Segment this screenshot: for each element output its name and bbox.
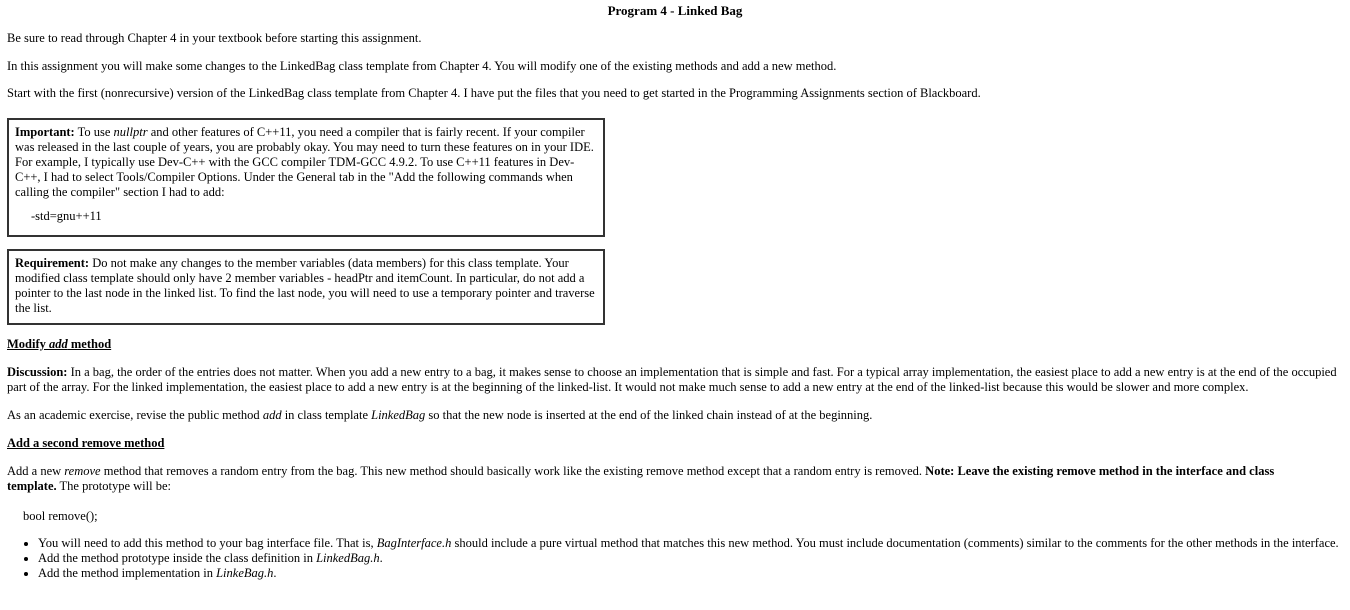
requirement-label: Requirement: xyxy=(15,256,90,270)
intro-paragraph-2: In this assignment you will make some changes to the LinkedBag class template from Chapter 4. You will modify one of the existing methods and add a new method. xyxy=(7,59,837,73)
page-title: Program 4 - Linked Bag xyxy=(607,3,743,18)
remove-paragraph: Add a new remove method that removes a random entry from the bag. This new method should basically work like the existing remove method except that a random entry is removed. Note: Leave the existing remove method in the interface and class template. The prototype will be: xyxy=(7,464,1275,493)
important-box xyxy=(7,118,605,237)
nullptr-term: nullptr xyxy=(113,125,148,139)
instruction-list xyxy=(8,536,1350,581)
list-item: • Add the method implementation in LinkeBag.h. xyxy=(38,566,1350,581)
intro-paragraph-1: Be sure to read through Chapter 4 in your textbook before starting this assignment. xyxy=(7,31,422,45)
discussion-paragraph: Discussion: In a bag, the order of the entries does not matter. When you add a new entry to a bag, it makes sense to choose an implementation that is simple and fast. For a typical array implementation, the easiest place to add a new entry is at the end of the occupied part of the array. For the linked implementation, the easiest place to add a new entry is at the beginning of the linked-list. It would not make much sense to add a new entry at the end of the linked-list because this would be slower and more complex. xyxy=(7,365,1337,394)
list-item: • You will need to add this method to your bag interface file. That is, BagInterface.h should include a pure virtual method that matches this new method. You must include documentation (comments) similar to the comments for the other methods in the interface. xyxy=(38,536,1350,551)
intro-paragraph-3: Start with the first (nonrecursive) version of the LinkedBag class template from Chapter 4. I have put the files that you need to get started in the Programming Assignments section of Blackboard. xyxy=(7,86,981,100)
list-item: • Add the method prototype inside the class definition in LinkedBag.h. xyxy=(38,551,1350,566)
discussion-label: Discussion: xyxy=(7,365,68,379)
exercise-paragraph: As an academic exercise, revise the public method add in class template LinkedBag so that the new node is inserted at the end of the linked chain instead of at the beginning. xyxy=(7,408,873,422)
compiler-flag: -std=gnu++11 xyxy=(31,209,102,223)
modify-add-heading: Modify add method xyxy=(7,337,112,351)
requirement-text: Requirement: Do not make any changes to the member variables (data members) for this class template. Your modified class template should only have 2 member variables - headPtr and itemCount. In particular, do not add a pointer to the last node in the linked list. To find the last node, you will need to use a temporary pointer and traverse the list. xyxy=(15,256,595,315)
important-text: Important: To use nullptr and other features of C++11, you need a compiler that is fairly recent. If your compiler was released in the last couple of years, you are probably okay. You may need to turn these features on in your IDE. For example, I typically use Dev-C++ with the GCC compiler TDM-GCC 4.9.2. To use C++11 features in Dev-C++, I had to select Tools/Compiler Options. Under the General tab in the "Add the following commands when calling the compiler" section I had to add: xyxy=(15,125,594,199)
important-label: Important: xyxy=(15,125,75,139)
requirement-box xyxy=(7,249,605,325)
add-remove-heading: Add a second remove method xyxy=(7,436,165,450)
note-text: Note: Leave the existing remove method in the interface and class template. xyxy=(7,464,1275,493)
prototype-code: bool remove(); xyxy=(23,509,98,523)
